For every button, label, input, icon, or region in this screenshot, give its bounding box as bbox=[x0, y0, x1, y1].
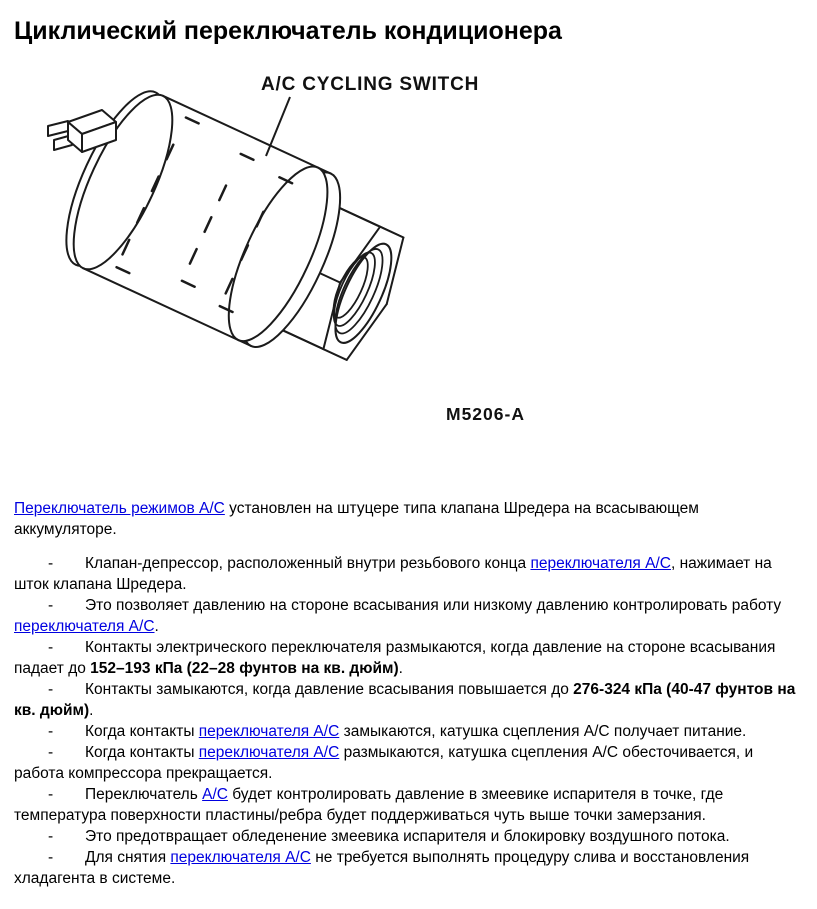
ac-switch-link[interactable]: переключателя A/C bbox=[530, 555, 671, 572]
bullet-marker: - bbox=[48, 828, 54, 845]
text-segment: Переключатель bbox=[85, 786, 203, 803]
bullet-item bbox=[14, 742, 803, 784]
ac-switch-link[interactable]: переключателя A/C bbox=[198, 723, 340, 740]
bullet-item bbox=[14, 826, 803, 847]
text-segment: Контакты электрического переключателя размыкаются, когда давление на стороне всасывания падает до bbox=[14, 639, 776, 677]
bullet-item bbox=[14, 721, 803, 742]
figure-leader-line bbox=[266, 97, 290, 156]
bullet-marker: - bbox=[48, 723, 54, 740]
text-segment: Когда контакты bbox=[85, 723, 199, 740]
page-title: Циклический переключатель кондиционера bbox=[14, 17, 562, 45]
text-segment: Клапан-депрессор, расположенный внутри резьбового конца bbox=[85, 555, 531, 572]
bullet-marker: - bbox=[48, 597, 54, 614]
bullet-item bbox=[14, 784, 803, 826]
text-segment: Это предотвращает обледенение змеевика испарителя и блокировку воздушного потока. bbox=[85, 828, 730, 845]
text-segment: , нажимает на шток клапана Шредера. bbox=[14, 555, 772, 593]
bullet-item bbox=[14, 637, 803, 679]
text-segment: Для снятия bbox=[85, 849, 171, 866]
figure-label: A/C CYCLING SWITCH bbox=[261, 74, 480, 95]
ac-switch-link[interactable]: A/C bbox=[202, 786, 228, 803]
text-segment: замыкаются, катушка сцепления A/C получает питание. bbox=[339, 723, 747, 740]
figure-caption: M5206-A bbox=[446, 404, 525, 424]
intro-paragraph bbox=[14, 498, 803, 540]
figure-ac-cycling-switch bbox=[18, 70, 803, 442]
text-segment: . bbox=[398, 660, 403, 677]
bullet-marker: - bbox=[48, 849, 54, 866]
bullet-item bbox=[14, 847, 803, 889]
text-segment: не требуется выполнять процедуру слива и восстановления хладагента в системе. bbox=[14, 849, 750, 887]
bullet-marker: - bbox=[48, 639, 54, 656]
text-segment: Это позволяет давлению на стороне всасывания или низкому давлению контролировать работу bbox=[85, 597, 782, 614]
text-segment: . bbox=[89, 702, 94, 719]
bullet-item bbox=[14, 595, 803, 637]
text-segment: Контакты замыкаются, когда давление всасывания повышается до bbox=[85, 681, 574, 698]
content bbox=[14, 498, 803, 889]
ac-switch-link[interactable]: Переключатель режимов A/C bbox=[14, 500, 225, 517]
bullet-marker: - bbox=[48, 555, 54, 572]
ac-switch-link[interactable]: переключателя A/C bbox=[170, 849, 311, 866]
ac-cycling-switch-drawing bbox=[18, 70, 578, 442]
text-segment: размыкаются, катушка сцепления A/C обесточивается, и работа компрессора прекращается. bbox=[14, 744, 754, 782]
pressure-value: 152–193 кПа (22–28 фунтов на кв. дюйм) bbox=[90, 660, 399, 677]
text-segment: установлен на штуцере типа клапана Шредера на всасывающем аккумуляторе. bbox=[14, 500, 699, 538]
bullet-item bbox=[14, 553, 803, 595]
text-segment: Когда контакты bbox=[85, 744, 199, 761]
bullet-marker: - bbox=[48, 744, 54, 761]
text-segment: будет контролировать давление в змеевике испарителя в точке, где температура поверхности пластины/ребра будет поддерживаться чуть выше точки замерзания. bbox=[14, 786, 724, 824]
text-segment: . bbox=[154, 618, 159, 635]
bullet-marker: - bbox=[48, 786, 54, 803]
pressure-value: 276-324 кПа (40-47 фунтов на кв. дюйм) bbox=[14, 681, 796, 719]
bullet-marker: - bbox=[48, 681, 54, 698]
ac-switch-link[interactable]: переключателя A/C bbox=[198, 744, 340, 761]
ac-switch-link[interactable]: переключателя A/C bbox=[14, 618, 155, 635]
bullet-item bbox=[14, 679, 803, 721]
